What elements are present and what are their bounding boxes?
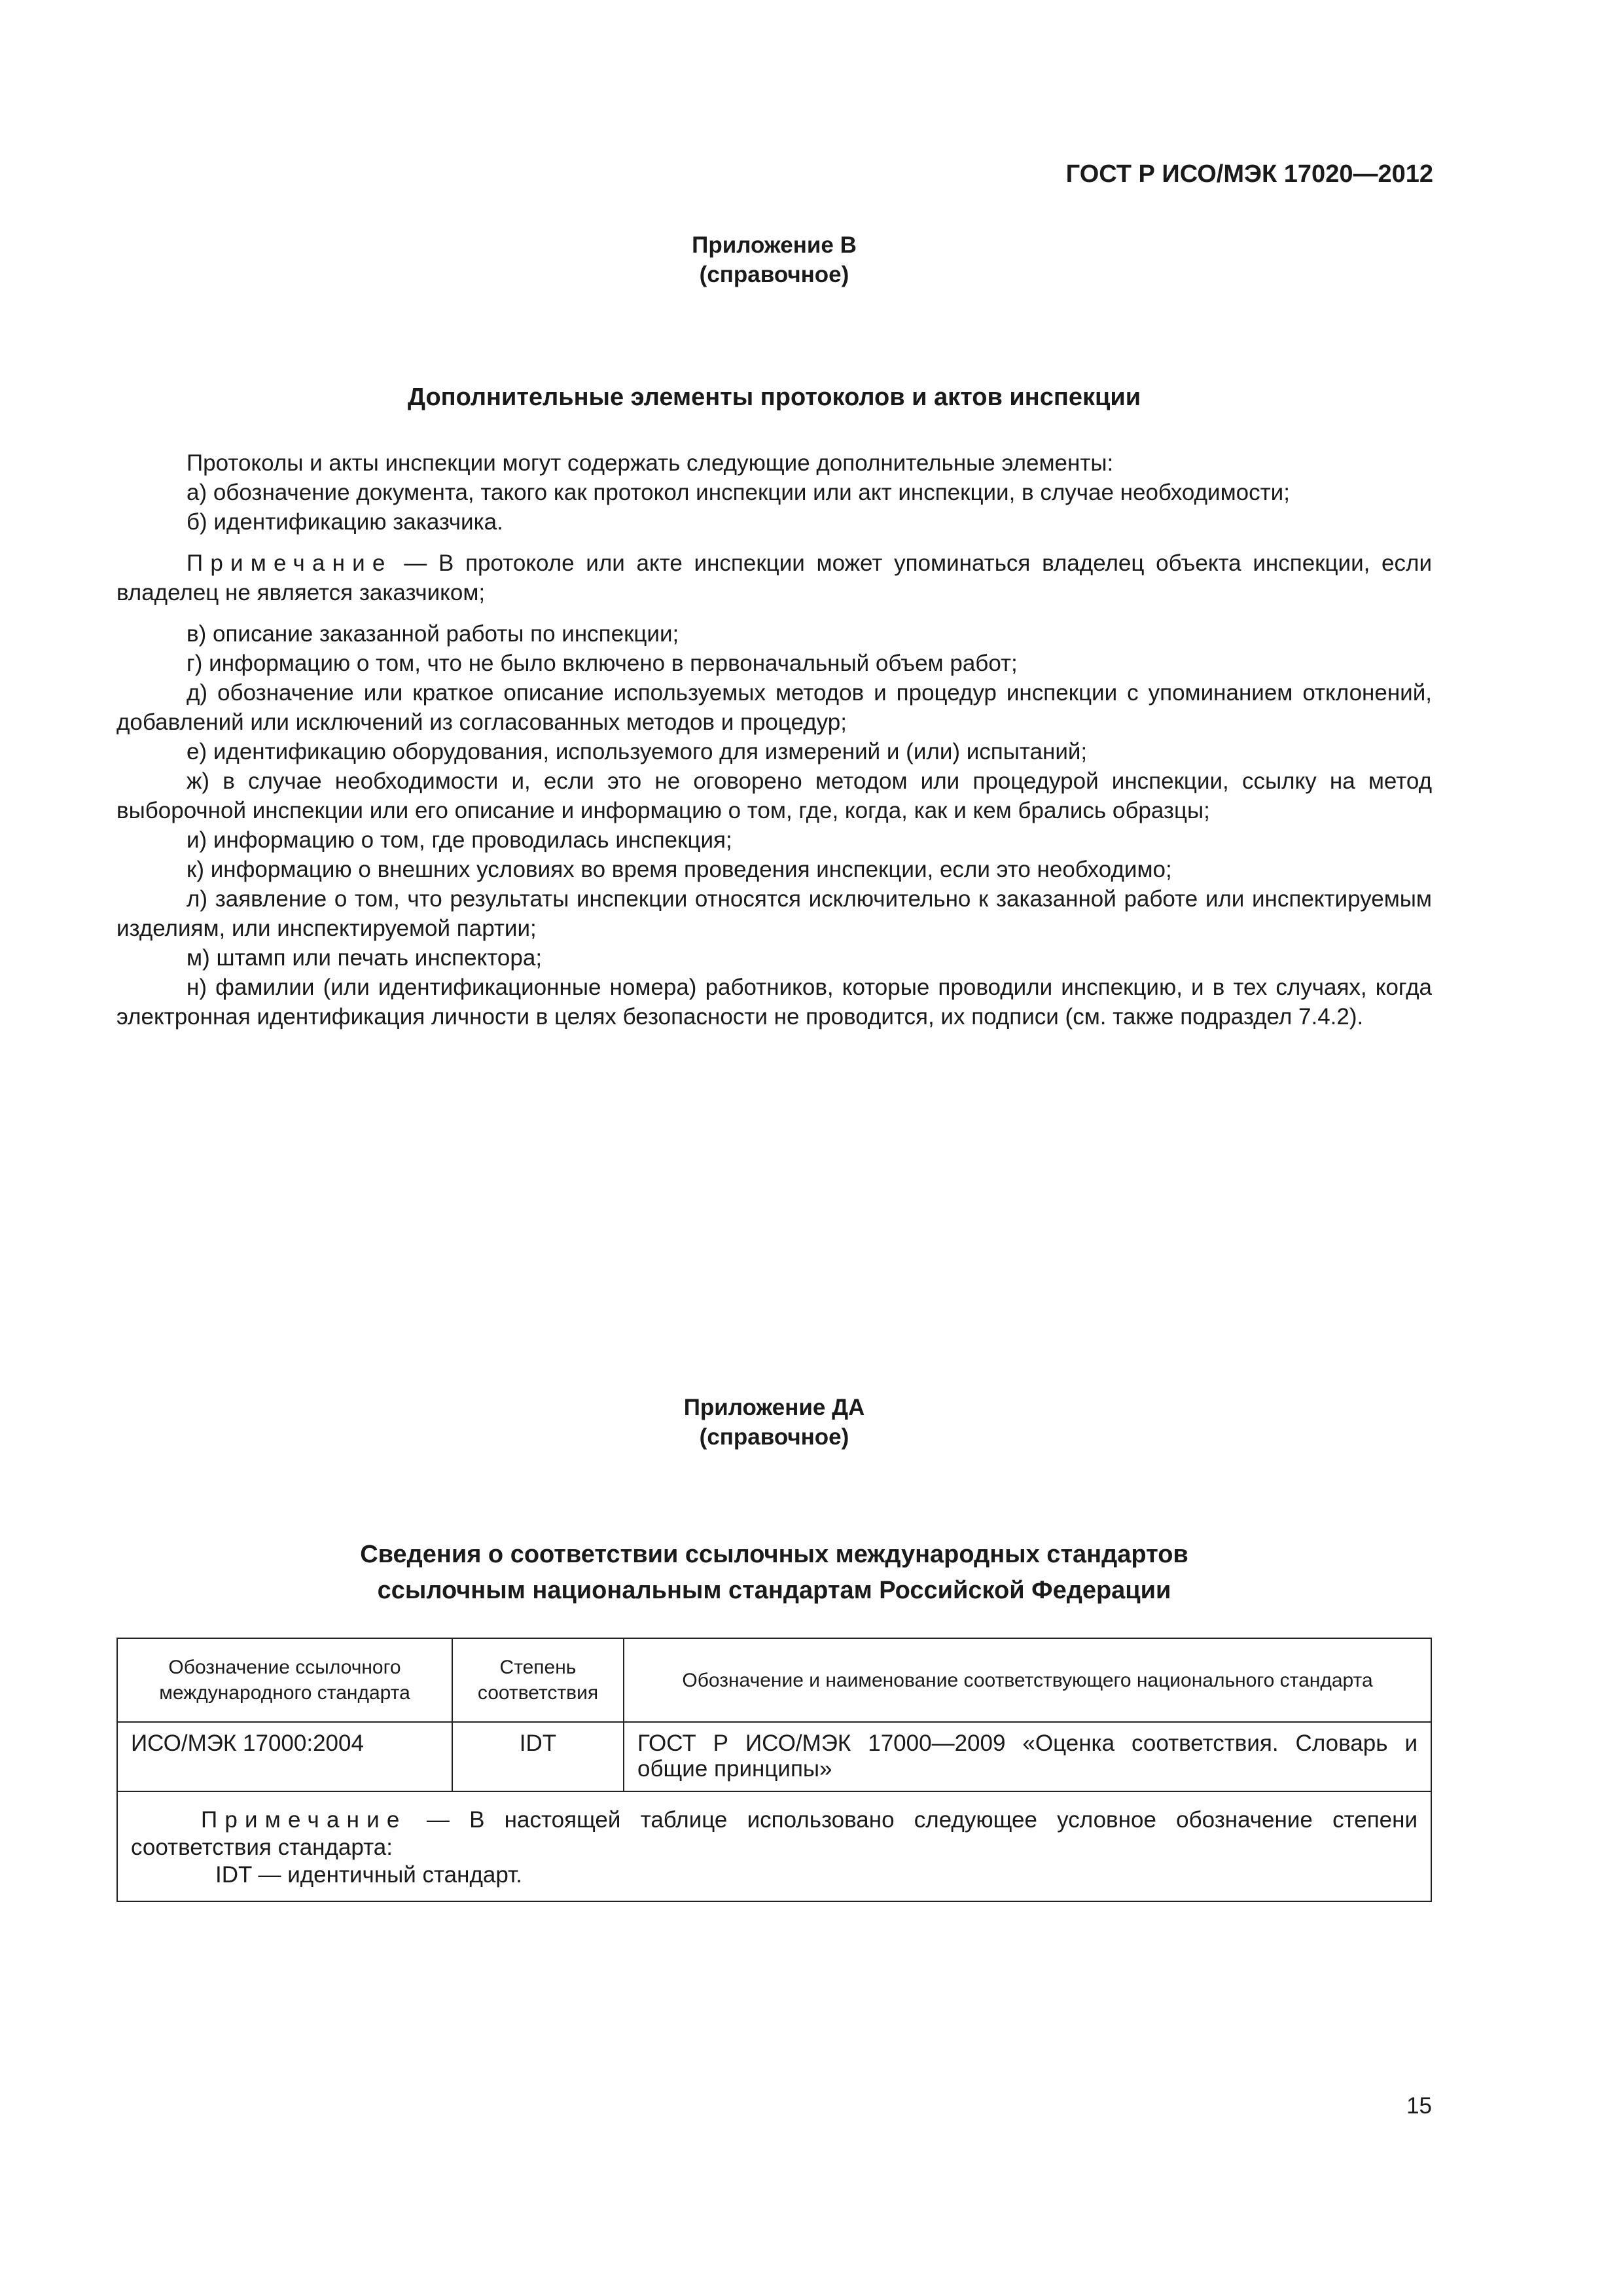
page-number: 15 [1406, 2093, 1432, 2119]
list-item: е) идентификацию оборудования, используемого для измерений и (или) испытаний; [187, 739, 1088, 764]
table-cell: ГОСТ Р ИСО/МЭК 17000—2009 «Оценка соответствия. Словарь и общие принципы» [624, 1722, 1431, 1791]
table-row [117, 1722, 1431, 1791]
list-item: д) обозначение или краткое описание используемых методов и процедур инспекции с упоминанием отклонений, добавлений или исключений из согласованных методов и процедур; [116, 680, 1432, 735]
annex-b-status: (справочное) [699, 262, 849, 287]
reference-standards-table [116, 1638, 1432, 1902]
annex-b-heading [116, 230, 1432, 289]
list-item: и) информацию о том, где проводилась инспекция; [187, 827, 732, 853]
note-label: Примечание [187, 550, 393, 576]
list-item: к) информацию о внешних условиях во время проведения инспекции, если это необходимо; [187, 857, 1172, 882]
annex-da-title-line: ссылочным национальным стандартам Российской Федерации [377, 1577, 1171, 1604]
table-note-row [117, 1791, 1431, 1901]
document-code: ГОСТ Р ИСО/МЭК 17020—2012 [1065, 160, 1433, 188]
list-item: м) штамп или печать инспектора; [187, 945, 543, 971]
list-item: л) заявление о том, что результаты инспекции относятся исключительно к заказанной работе или инспектируемым изделиям, или инспектируемой партии; [116, 886, 1432, 941]
annex-da-title-line: Сведения о соответствии ссылочных международных стандартов [360, 1541, 1188, 1568]
note-text: — В настоящей таблице использовано следующее условное обозначение степени соответствия стандарта: [131, 1807, 1418, 1860]
annex-b-title: Дополнительные элементы протоколов и актов инспекции [407, 384, 1141, 411]
table-cell: IDT [452, 1722, 624, 1791]
list-item: ж) в случае необходимости и, если это не оговорено методом или процедурой инспекции, ссылку на метод выборочной инспекции или его описание и информацию о том, где, когда, как и кем брались образцы; [116, 768, 1432, 823]
table-note-cell [117, 1791, 1431, 1901]
annex-da-title [116, 1537, 1432, 1609]
table-header-cell: Обозначение ссылочного международного стандарта [117, 1638, 452, 1722]
table-note-item: IDT — идентичный стандарт. [215, 1862, 522, 1888]
list-item: а) обозначение документа, такого как протокол инспекции или акт инспекции, в случае необходимости; [187, 480, 1290, 505]
table-cell: ИСО/МЭК 17000:2004 [117, 1722, 452, 1791]
annex-b-label: Приложение В [692, 232, 857, 258]
list-item: в) описание заказанной работы по инспекции; [187, 621, 679, 647]
note-label: Примечание [201, 1807, 407, 1833]
annex-b-body [116, 448, 1432, 1031]
annex-da-status: (справочное) [699, 1424, 849, 1450]
list-item: н) фамилии (или идентификационные номера) работников, которые проводили инспекцию, и в тех случаях, когда электронная идентификация личности в целях безопасности не проводится, их подписи (см. также подраздел 7.4.2). [116, 975, 1432, 1030]
list-item: б) идентификацию заказчика. [187, 509, 503, 535]
table-header-cell: Степень соответствия [452, 1638, 624, 1722]
annex-da-heading [116, 1393, 1432, 1452]
note-paragraph [116, 548, 1432, 607]
list-item: г) информацию о том, что не было включено в первоначальный объем работ; [187, 651, 1018, 676]
table-header-cell: Обозначение и наименование соответствующего национального стандарта [624, 1638, 1431, 1722]
table-note-paragraph [131, 1806, 1418, 1861]
table-header-row [117, 1638, 1431, 1722]
intro-paragraph: Протоколы и акты инспекции могут содержать следующие дополнительные элементы: [187, 450, 1114, 476]
annex-da-label: Приложение ДА [683, 1395, 865, 1420]
note-text: — В протоколе или акте инспекции может упоминаться владелец объекта инспекции, если владелец не является заказчиком; [116, 550, 1432, 605]
